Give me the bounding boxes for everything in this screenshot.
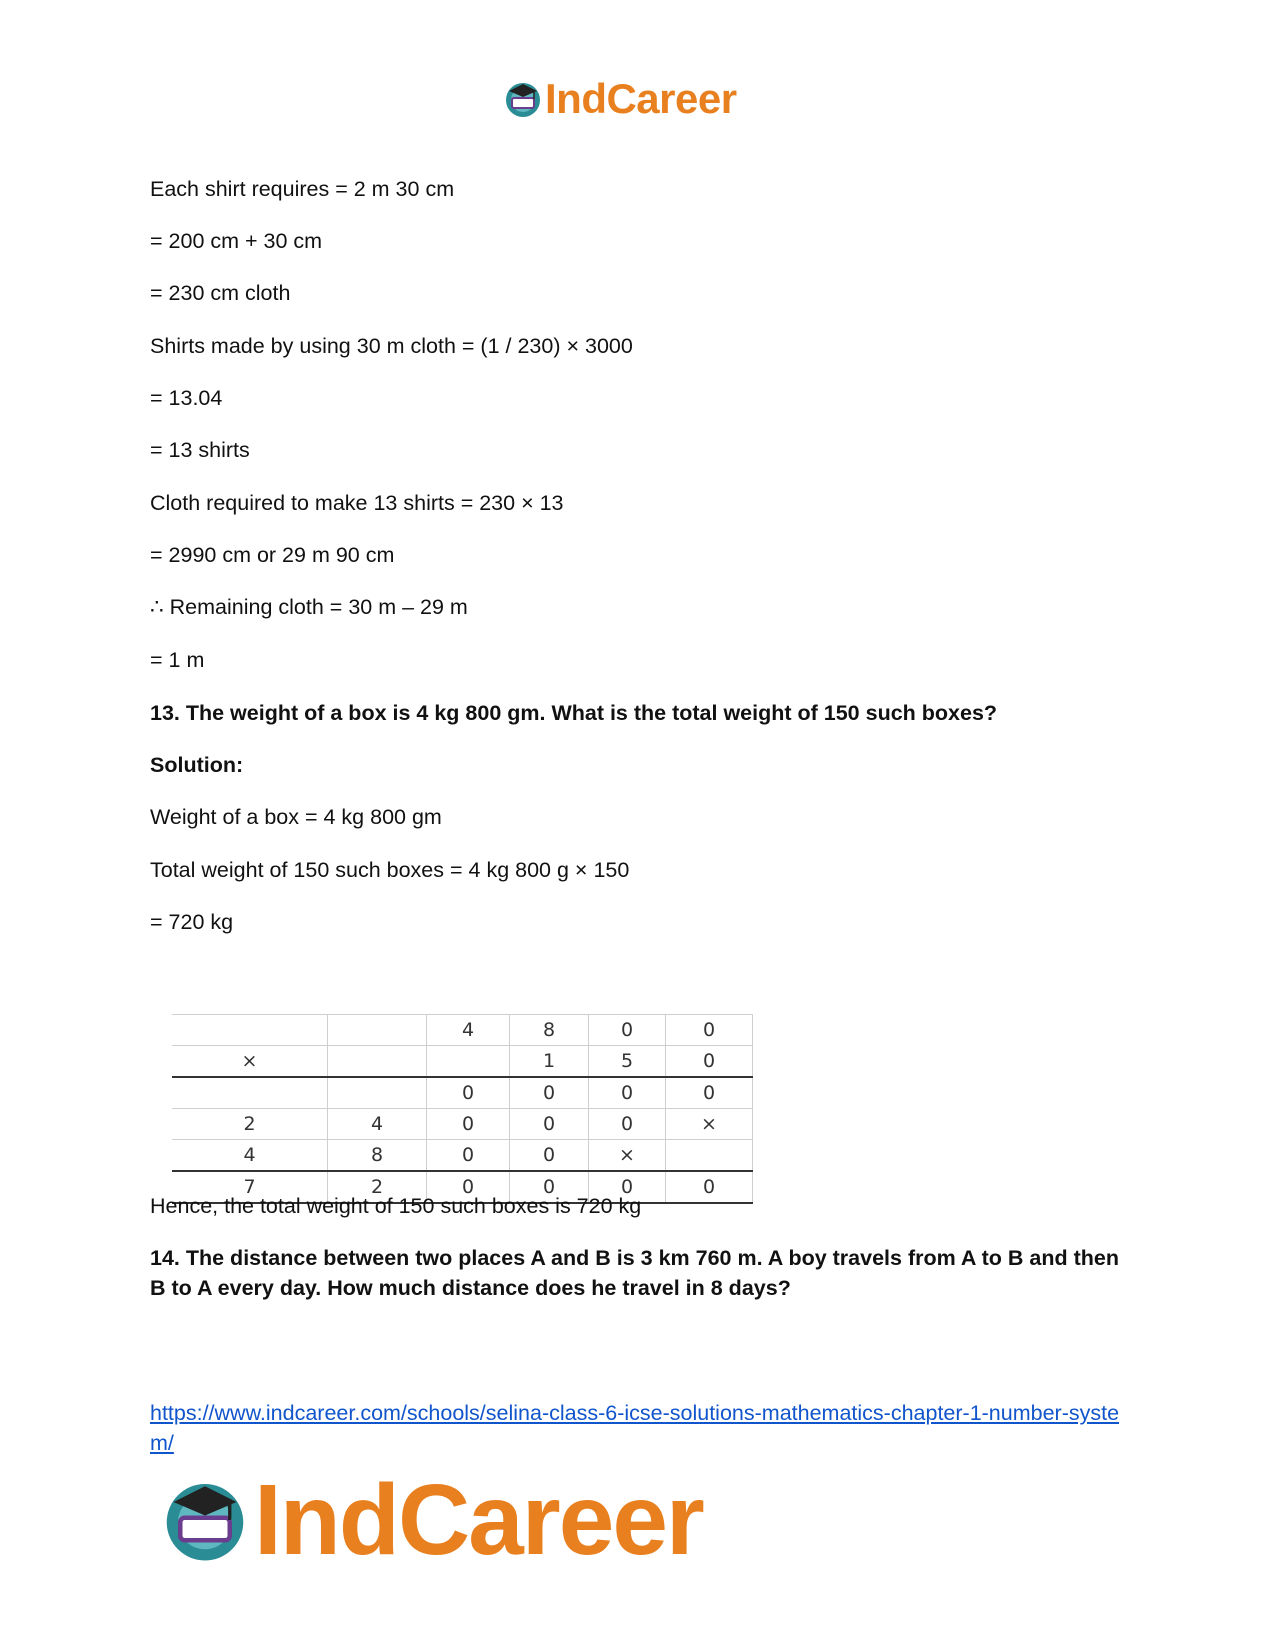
table-row (172, 1140, 753, 1172)
text-line: ∴ Remaining cloth = 30 m – 29 m (150, 595, 468, 619)
table-cell (172, 1015, 328, 1046)
table-cell (328, 1077, 427, 1109)
table-cell: 5 (589, 1046, 666, 1078)
brand-logo-header (503, 75, 737, 122)
table-cell: 8 (328, 1140, 427, 1172)
table-cell: 0 (589, 1109, 666, 1140)
text-line: = 230 cm cloth (150, 281, 291, 305)
globe-graduation-cap-icon (503, 79, 543, 119)
table-cell: × (666, 1109, 753, 1140)
text-line: = 200 cm + 30 cm (150, 229, 323, 253)
table-cell: 1 (510, 1046, 589, 1078)
table-cell (666, 1140, 753, 1172)
text-line: Each shirt requires = 2 m 30 cm (150, 177, 455, 201)
table-row (172, 1109, 753, 1140)
source-url-link[interactable]: https://www.indcareer.com/schools/selina-class-6-icse-solutions-mathematics-chapter-1-number-system/ (150, 1401, 1120, 1455)
table-cell: × (589, 1140, 666, 1172)
table-row (172, 1077, 753, 1109)
table-cell: 0 (427, 1077, 510, 1109)
table-cell: 0 (510, 1171, 589, 1203)
table-cell: 0 (427, 1140, 510, 1172)
brand-logo-footer (160, 1464, 703, 1576)
question-13: 13. The weight of a box is 4 kg 800 gm. What is the total weight of 150 such boxes? (150, 701, 998, 725)
text-line: Hence, the total weight of 150 such boxes is 720 kg (150, 1194, 642, 1218)
table-cell: × (172, 1046, 328, 1078)
logo-wordmark: IndCareer (254, 1464, 703, 1576)
table-cell: 7 (172, 1171, 328, 1203)
table-cell: 4 (427, 1015, 510, 1046)
table-cell (172, 1077, 328, 1109)
text-line: Total weight of 150 such boxes = 4 kg 800 g × 150 (150, 858, 630, 882)
table-cell: 0 (666, 1015, 753, 1046)
text-line: Shirts made by using 30 m cloth = (1 / 230) × 3000 (150, 334, 633, 358)
table-row (172, 1015, 753, 1046)
logo-wordmark: IndCareer (545, 75, 737, 122)
table-cell: 0 (589, 1077, 666, 1109)
globe-graduation-cap-icon (160, 1475, 250, 1565)
text-line: = 13.04 (150, 386, 223, 410)
text-line: = 13 shirts (150, 438, 250, 462)
table-cell: 4 (172, 1140, 328, 1172)
multiplication-table (172, 1014, 753, 1204)
table-cell: 2 (328, 1171, 427, 1203)
table-cell: 0 (589, 1171, 666, 1203)
table-cell: 8 (510, 1015, 589, 1046)
table-cell: 4 (328, 1109, 427, 1140)
table-cell: 0 (427, 1109, 510, 1140)
question-14: 14. The distance between two places A and B is 3 km 760 m. A boy travels from A to B and then B to A every day. How much distance does he travel in 8 days? (150, 1246, 1119, 1300)
table-cell (427, 1046, 510, 1078)
text-line: = 1 m (150, 648, 205, 672)
table-row (172, 1046, 753, 1078)
table-cell: 0 (666, 1171, 753, 1203)
table-cell: 0 (427, 1171, 510, 1203)
table-cell: 2 (172, 1109, 328, 1140)
solution-heading: Solution: (150, 753, 244, 777)
table-cell: 0 (510, 1077, 589, 1109)
table-cell: 0 (666, 1046, 753, 1078)
table-cell (328, 1046, 427, 1078)
table-cell: 0 (589, 1015, 666, 1046)
table-cell: 0 (510, 1109, 589, 1140)
text-line: Cloth required to make 13 shirts = 230 × 13 (150, 491, 564, 515)
table-cell: 0 (510, 1140, 589, 1172)
text-line: = 720 kg (150, 910, 234, 934)
text-line: Weight of a box = 4 kg 800 gm (150, 805, 442, 829)
table-cell (328, 1015, 427, 1046)
table-cell: 0 (666, 1077, 753, 1109)
text-line: = 2990 cm or 29 m 90 cm (150, 543, 395, 567)
